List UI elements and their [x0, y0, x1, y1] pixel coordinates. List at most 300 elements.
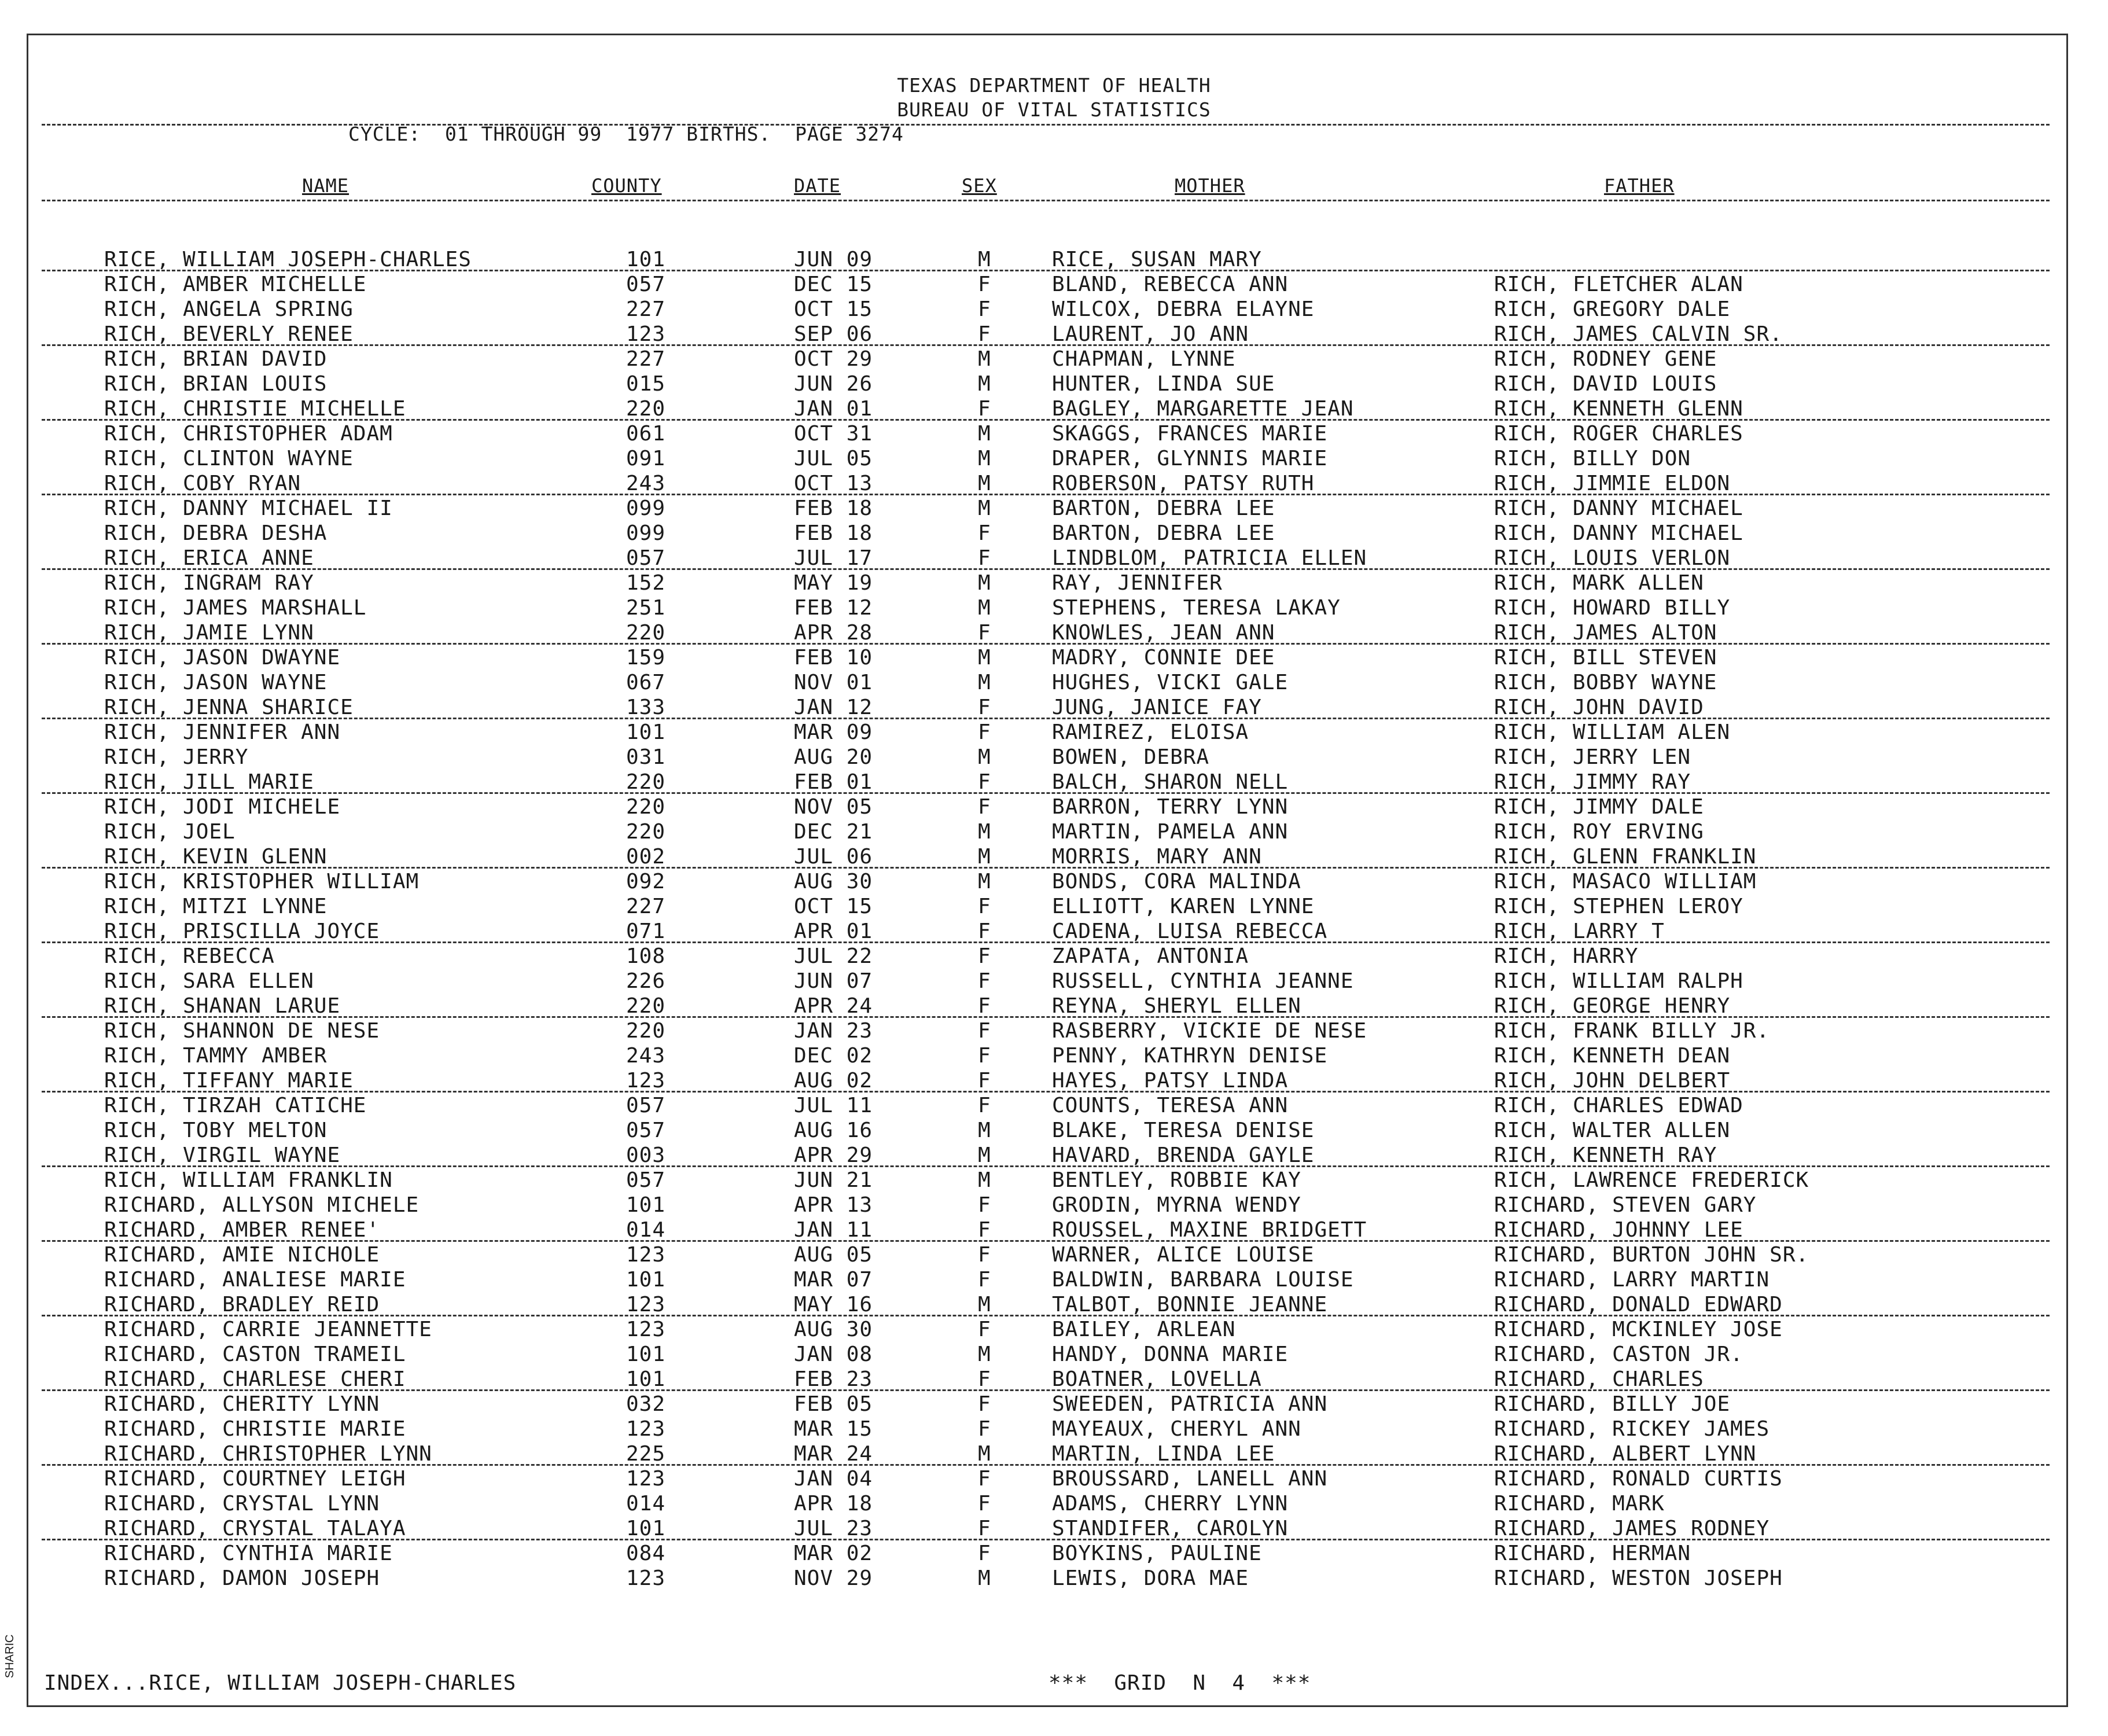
cell-date: JUN 09 — [794, 248, 873, 271]
cell-date: APR 29 — [794, 1143, 873, 1167]
table-row — [0, 297, 2108, 322]
cell-father: RICH, MASACO WILLIAM — [1494, 870, 1757, 893]
cell-date: JUN 21 — [794, 1168, 873, 1192]
cell-date: FEB 01 — [794, 770, 873, 794]
cell-mother: GRODIN, MYRNA WENDY — [1052, 1193, 1301, 1217]
cell-father: RICHARD, LARRY MARTIN — [1494, 1268, 1770, 1292]
cell-sex: M — [978, 1119, 991, 1142]
cell-father: RICHARD, ALBERT LYNN — [1494, 1442, 1757, 1466]
cell-name: RICH, BEVERLY RENEE — [104, 322, 354, 346]
cell-father: RICH, CHARLES EDWAD — [1494, 1094, 1743, 1117]
cell-sex: M — [978, 1293, 991, 1316]
column-header-date: DATE — [794, 175, 841, 197]
table-row — [0, 1094, 2108, 1119]
cell-sex: F — [978, 944, 991, 968]
cell-father: RICHARD, RONALD CURTIS — [1494, 1467, 1783, 1491]
cell-county: 101 — [626, 1268, 666, 1292]
cell-name: RICHARD, CHRISTOPHER LYNN — [104, 1442, 432, 1466]
cell-mother: DRAPER, GLYNNIS MARIE — [1052, 447, 1328, 470]
column-header-father: FATHER — [1604, 175, 1675, 197]
cell-mother: COUNTS, TERESA ANN — [1052, 1094, 1289, 1117]
cell-sex: F — [978, 322, 991, 346]
cell-mother: ZAPATA, ANTONIA — [1052, 944, 1249, 968]
cell-father: RICH, MARK ALLEN — [1494, 571, 1704, 595]
cell-date: NOV 01 — [794, 671, 873, 694]
cell-date: JUL 23 — [794, 1517, 873, 1540]
cell-date: APR 24 — [794, 994, 873, 1018]
cell-county: 099 — [626, 496, 666, 520]
cell-date: AUG 05 — [794, 1243, 873, 1267]
cell-sex: F — [978, 696, 991, 719]
cell-mother: SWEEDEN, PATRICIA ANN — [1052, 1392, 1328, 1416]
cell-name: RICH, TOBY MELTON — [104, 1119, 328, 1142]
cell-name: RICH, JOEL — [104, 820, 236, 844]
table-row — [0, 571, 2108, 596]
cell-sex: F — [978, 1019, 991, 1043]
cell-sex: F — [978, 920, 991, 943]
cell-sex: F — [978, 546, 991, 570]
row-group-divider — [42, 419, 2050, 421]
cell-father: RICH, RODNEY GENE — [1494, 347, 1717, 371]
row-group-divider — [42, 1016, 2050, 1018]
cell-sex: M — [978, 372, 991, 396]
cell-date: DEC 15 — [794, 273, 873, 296]
row-group-divider — [42, 643, 2050, 645]
cell-county: 101 — [626, 720, 666, 744]
cell-father: RICHARD, HERMAN — [1494, 1542, 1691, 1565]
cell-father: RICHARD, WESTON JOSEPH — [1494, 1566, 1783, 1590]
cell-name: RICH, JASON DWAYNE — [104, 646, 341, 670]
cell-county: 251 — [626, 596, 666, 620]
cell-date: AUG 16 — [794, 1119, 873, 1142]
table-row — [0, 671, 2108, 696]
cell-county: 123 — [626, 1467, 666, 1491]
cell-sex: M — [978, 248, 991, 271]
cell-father: RICHARD, BURTON JOHN SR. — [1494, 1243, 1809, 1267]
cell-sex: M — [978, 1566, 991, 1590]
cell-sex: F — [978, 1243, 991, 1267]
cell-county: 057 — [626, 546, 666, 570]
cell-mother: HAVARD, BRENDA GAYLE — [1052, 1143, 1315, 1167]
table-row — [0, 322, 2108, 347]
cell-county: 220 — [626, 397, 666, 421]
cell-name: RICH, DEBRA DESHA — [104, 521, 328, 545]
cell-county: 220 — [626, 621, 666, 645]
cell-mother: MADRY, CONNIE DEE — [1052, 646, 1275, 670]
table-row — [0, 1318, 2108, 1343]
table-row — [0, 1293, 2108, 1318]
column-header-sex: SEX — [962, 175, 997, 197]
cell-father: RICH, DAVID LOUIS — [1494, 372, 1717, 396]
cell-date: MAR 09 — [794, 720, 873, 744]
table-row — [0, 1119, 2108, 1143]
cell-name: RICH, JASON WAYNE — [104, 671, 328, 694]
table-row — [0, 1467, 2108, 1492]
cell-mother: ADAMS, CHERRY LYNN — [1052, 1492, 1289, 1516]
cell-date: AUG 30 — [794, 870, 873, 893]
cell-name: RICH, REBECCA — [104, 944, 275, 968]
table-row — [0, 1343, 2108, 1367]
cell-county: 014 — [626, 1492, 666, 1516]
side-stamp: SHARIC — [3, 1634, 16, 1678]
table-row — [0, 969, 2108, 994]
cell-mother: BARTON, DEBRA LEE — [1052, 521, 1275, 545]
table-row — [0, 1143, 2108, 1168]
cycle-line: CYCLE: 01 THROUGH 99 1977 BIRTHS. PAGE 3274 — [348, 123, 904, 145]
cell-sex: F — [978, 1517, 991, 1540]
cell-mother: BENTLEY, ROBBIE KAY — [1052, 1168, 1301, 1192]
column-header-name: NAME — [302, 175, 350, 197]
cell-date: JUL 06 — [794, 845, 873, 869]
table-row — [0, 472, 2108, 496]
cell-date: NOV 29 — [794, 1566, 873, 1590]
cell-name: RICH, JENNA SHARICE — [104, 696, 354, 719]
row-group-divider — [42, 867, 2050, 869]
table-row — [0, 1268, 2108, 1293]
cell-county: 220 — [626, 770, 666, 794]
cell-father: RICHARD, STEVEN GARY — [1494, 1193, 1757, 1217]
cell-father: RICH, LARRY T — [1494, 920, 1665, 943]
cell-father: RICH, WALTER ALLEN — [1494, 1119, 1731, 1142]
cell-name: RICH, SARA ELLEN — [104, 969, 314, 993]
cell-mother: BONDS, CORA MALINDA — [1052, 870, 1301, 893]
cell-date: JUN 26 — [794, 372, 873, 396]
cell-sex: F — [978, 397, 991, 421]
header-divider — [42, 124, 2050, 126]
cell-father: RICH, GREGORY DALE — [1494, 297, 1731, 321]
cell-county: 225 — [626, 1442, 666, 1466]
cell-date: JAN 01 — [794, 397, 873, 421]
cell-mother: BAGLEY, MARGARETTE JEAN — [1052, 397, 1354, 421]
cell-sex: F — [978, 1318, 991, 1341]
cell-date: JUL 11 — [794, 1094, 873, 1117]
cell-father: RICH, DANNY MICHAEL — [1494, 521, 1743, 545]
cell-county: 101 — [626, 1193, 666, 1217]
cell-father: RICH, LOUIS VERLON — [1494, 546, 1731, 570]
cell-county: 123 — [626, 322, 666, 346]
cell-name: RICH, KRISTOPHER WILLIAM — [104, 870, 420, 893]
table-row — [0, 920, 2108, 944]
cell-date: MAY 16 — [794, 1293, 873, 1316]
table-row — [0, 447, 2108, 472]
cell-mother: BALDWIN, BARBARA LOUISE — [1052, 1268, 1354, 1292]
table-row — [0, 1392, 2108, 1417]
cell-county: 123 — [626, 1318, 666, 1341]
cell-name: RICHARD, DAMON JOSEPH — [104, 1566, 380, 1590]
cell-mother: HANDY, DONNA MARIE — [1052, 1343, 1289, 1366]
cell-county: 220 — [626, 820, 666, 844]
cell-mother: LINDBLOM, PATRICIA ELLEN — [1052, 546, 1367, 570]
row-group-divider — [42, 568, 2050, 570]
cell-date: MAR 02 — [794, 1542, 873, 1565]
cell-date: OCT 13 — [794, 472, 873, 495]
cell-county: 071 — [626, 920, 666, 943]
cell-county: 061 — [626, 422, 666, 446]
cell-father: RICH, GLENN FRANKLIN — [1494, 845, 1757, 869]
cell-name: RICHARD, ANALIESE MARIE — [104, 1268, 406, 1292]
cell-county: 002 — [626, 845, 666, 869]
table-row — [0, 1218, 2108, 1243]
cell-county: 133 — [626, 696, 666, 719]
cell-name: RICHARD, CHARLESE CHERI — [104, 1367, 406, 1391]
column-header-mother: MOTHER — [1175, 175, 1245, 197]
cell-name: RICHARD, COURTNEY LEIGH — [104, 1467, 406, 1491]
cell-sex: F — [978, 297, 991, 321]
cell-name: RICHARD, CRYSTAL TALAYA — [104, 1517, 406, 1540]
cell-mother: LEWIS, DORA MAE — [1052, 1566, 1249, 1590]
cell-mother: BAILEY, ARLEAN — [1052, 1318, 1236, 1341]
cell-date: FEB 10 — [794, 646, 873, 670]
grid-footer: *** GRID N 4 *** — [1049, 1671, 1311, 1695]
cell-sex: M — [978, 347, 991, 371]
cell-sex: M — [978, 870, 991, 893]
table-row — [0, 820, 2108, 845]
cell-county: 159 — [626, 646, 666, 670]
cell-father: RICH, FLETCHER ALAN — [1494, 273, 1743, 296]
table-row — [0, 1417, 2108, 1442]
cell-mother: WARNER, ALICE LOUISE — [1052, 1243, 1315, 1267]
cell-name: RICH, PRISCILLA JOYCE — [104, 920, 380, 943]
cell-county: 123 — [626, 1566, 666, 1590]
cell-father: RICH, LAWRENCE FREDERICK — [1494, 1168, 1809, 1192]
cell-mother: RAY, JENNIFER — [1052, 571, 1223, 595]
cell-name: RICH, COBY RYAN — [104, 472, 301, 495]
cell-father: RICHARD, JAMES RODNEY — [1494, 1517, 1770, 1540]
cell-father: RICH, JERRY LEN — [1494, 745, 1691, 769]
cell-mother: RAMIREZ, ELOISA — [1052, 720, 1249, 744]
cell-mother: CHAPMAN, LYNNE — [1052, 347, 1236, 371]
row-group-divider — [42, 1165, 2050, 1167]
row-group-divider — [42, 1240, 2050, 1242]
cell-name: RICH, DANNY MICHAEL II — [104, 496, 393, 520]
cell-mother: MARTIN, PAMELA ANN — [1052, 820, 1289, 844]
cell-name: RICHARD, CYNTHIA MARIE — [104, 1542, 393, 1565]
cell-mother: STEPHENS, TERESA LAKAY — [1052, 596, 1341, 620]
column-header-county: COUNTY — [591, 175, 662, 197]
cell-county: 220 — [626, 1019, 666, 1043]
cell-county: 123 — [626, 1417, 666, 1441]
cell-county: 014 — [626, 1218, 666, 1242]
cell-sex: M — [978, 646, 991, 670]
cell-date: JAN 08 — [794, 1343, 873, 1366]
cell-name: RICH, CHRISTOPHER ADAM — [104, 422, 393, 446]
cell-name: RICH, KEVIN GLENN — [104, 845, 328, 869]
cell-date: NOV 05 — [794, 795, 873, 819]
cell-mother: STANDIFER, CAROLYN — [1052, 1517, 1289, 1540]
row-group-divider — [42, 941, 2050, 943]
cell-name: RICH, ANGELA SPRING — [104, 297, 354, 321]
cell-county: 243 — [626, 1044, 666, 1068]
cell-sex: F — [978, 1193, 991, 1217]
cell-name: RICH, SHANAN LARUE — [104, 994, 341, 1018]
cell-sex: M — [978, 671, 991, 694]
cell-father: RICH, GEORGE HENRY — [1494, 994, 1731, 1018]
cell-mother: BLAKE, TERESA DENISE — [1052, 1119, 1315, 1142]
table-row — [0, 944, 2108, 969]
cell-date: FEB 23 — [794, 1367, 873, 1391]
cell-sex: F — [978, 273, 991, 296]
cell-date: SEP 06 — [794, 322, 873, 346]
cell-mother: RICE, SUSAN MARY — [1052, 248, 1262, 271]
cell-date: MAR 07 — [794, 1268, 873, 1292]
cell-name: RICH, VIRGIL WAYNE — [104, 1143, 341, 1167]
cell-mother: BALCH, SHARON NELL — [1052, 770, 1289, 794]
cell-name: RICHARD, CHERITY LYNN — [104, 1392, 380, 1416]
table-row — [0, 646, 2108, 671]
cell-name: RICH, WILLIAM FRANKLIN — [104, 1168, 393, 1192]
table-row — [0, 273, 2108, 297]
table-row — [0, 795, 2108, 820]
cell-name: RICH, JILL MARIE — [104, 770, 314, 794]
cell-county: 031 — [626, 745, 666, 769]
cell-county: 152 — [626, 571, 666, 595]
table-row — [0, 397, 2108, 422]
cell-name: RICHARD, CHRISTIE MARIE — [104, 1417, 406, 1441]
cell-sex: F — [978, 969, 991, 993]
cell-county: 003 — [626, 1143, 666, 1167]
cell-county: 084 — [626, 1542, 666, 1565]
row-group-divider — [42, 718, 2050, 719]
cell-father: RICHARD, JOHNNY LEE — [1494, 1218, 1743, 1242]
cell-sex: F — [978, 1492, 991, 1516]
cell-county: 123 — [626, 1293, 666, 1316]
cell-father: RICH, FRANK BILLY JR. — [1494, 1019, 1770, 1043]
cell-father: RICH, HOWARD BILLY — [1494, 596, 1731, 620]
cell-county: 227 — [626, 297, 666, 321]
cell-name: RICH, TIFFANY MARIE — [104, 1069, 354, 1093]
cell-sex: F — [978, 795, 991, 819]
table-row — [0, 1044, 2108, 1069]
row-group-divider — [42, 1315, 2050, 1316]
cell-mother: PENNY, KATHRYN DENISE — [1052, 1044, 1328, 1068]
cell-date: JAN 11 — [794, 1218, 873, 1242]
cell-county: 227 — [626, 347, 666, 371]
cell-father: RICH, BILL STEVEN — [1494, 646, 1717, 670]
cell-father: RICH, JIMMIE ELDON — [1494, 472, 1731, 495]
table-row — [0, 845, 2108, 870]
cell-date: FEB 18 — [794, 521, 873, 545]
cell-county: 032 — [626, 1392, 666, 1416]
cell-mother: WILCOX, DEBRA ELAYNE — [1052, 297, 1315, 321]
cell-mother: BARTON, DEBRA LEE — [1052, 496, 1275, 520]
table-row — [0, 696, 2108, 720]
cell-sex: F — [978, 1218, 991, 1242]
cell-name: RICHARD, AMBER RENEE' — [104, 1218, 380, 1242]
cell-name: RICHARD, AMIE NICHOLE — [104, 1243, 380, 1267]
cell-date: OCT 15 — [794, 297, 873, 321]
table-row — [0, 496, 2108, 521]
cell-sex: F — [978, 720, 991, 744]
cell-sex: F — [978, 1268, 991, 1292]
cell-mother: ELLIOTT, KAREN LYNNE — [1052, 895, 1315, 918]
cell-sex: M — [978, 1143, 991, 1167]
cell-father: RICH, WILLIAM RALPH — [1494, 969, 1743, 993]
cell-sex: M — [978, 596, 991, 620]
row-group-divider — [42, 344, 2050, 346]
cell-name: RICHARD, CARRIE JEANNETTE — [104, 1318, 432, 1341]
index-footer: INDEX...RICE, WILLIAM JOSEPH-CHARLES — [44, 1671, 517, 1695]
cell-father: RICH, WILLIAM ALEN — [1494, 720, 1731, 744]
cell-date: AUG 30 — [794, 1318, 873, 1341]
table-row — [0, 1193, 2108, 1218]
cell-name: RICH, INGRAM RAY — [104, 571, 314, 595]
cell-sex: F — [978, 770, 991, 794]
cell-name: RICH, JERRY — [104, 745, 249, 769]
cell-mother: ROBERSON, PATSY RUTH — [1052, 472, 1315, 495]
cell-county: 015 — [626, 372, 666, 396]
cell-date: FEB 18 — [794, 496, 873, 520]
cell-date: JAN 12 — [794, 696, 873, 719]
cell-county: 243 — [626, 472, 666, 495]
table-row — [0, 1442, 2108, 1467]
cell-father: RICHARD, MARK — [1494, 1492, 1665, 1516]
cell-name: RICH, AMBER MICHELLE — [104, 273, 367, 296]
cell-mother: JUNG, JANICE FAY — [1052, 696, 1262, 719]
cell-sex: M — [978, 1442, 991, 1466]
cell-county: 057 — [626, 1168, 666, 1192]
cell-date: JUN 07 — [794, 969, 873, 993]
cell-name: RICE, WILLIAM JOSEPH-CHARLES — [104, 248, 472, 271]
cell-county: 220 — [626, 795, 666, 819]
table-row — [0, 248, 2108, 273]
cell-county: 101 — [626, 1343, 666, 1366]
cell-county: 227 — [626, 895, 666, 918]
cell-sex: F — [978, 1392, 991, 1416]
table-row — [0, 596, 2108, 621]
cell-father: RICH, JIMMY DALE — [1494, 795, 1704, 819]
cell-county: 226 — [626, 969, 666, 993]
cell-name: RICH, ERICA ANNE — [104, 546, 314, 570]
cell-date: JUL 22 — [794, 944, 873, 968]
cell-father: RICH, KENNETH DEAN — [1494, 1044, 1731, 1068]
cell-county: 123 — [626, 1243, 666, 1267]
cell-mother: HAYES, PATSY LINDA — [1052, 1069, 1289, 1093]
cell-date: APR 18 — [794, 1492, 873, 1516]
cell-date: APR 01 — [794, 920, 873, 943]
cell-date: OCT 29 — [794, 347, 873, 371]
table-row — [0, 1492, 2108, 1517]
cell-mother: MARTIN, LINDA LEE — [1052, 1442, 1275, 1466]
cell-county: 108 — [626, 944, 666, 968]
cell-date: FEB 05 — [794, 1392, 873, 1416]
header-subtitle: BUREAU OF VITAL STATISTICS — [897, 98, 1211, 121]
cell-county: 092 — [626, 870, 666, 893]
table-row — [0, 1517, 2108, 1542]
cell-county: 123 — [626, 1069, 666, 1093]
cell-date: JUL 05 — [794, 447, 873, 470]
cell-sex: F — [978, 1069, 991, 1093]
cell-mother: LAURENT, JO ANN — [1052, 322, 1249, 346]
cell-date: JAN 04 — [794, 1467, 873, 1491]
cell-sex: F — [978, 1417, 991, 1441]
cell-date: JUL 17 — [794, 546, 873, 570]
cell-date: OCT 31 — [794, 422, 873, 446]
table-row — [0, 720, 2108, 745]
cell-date: MAY 19 — [794, 571, 873, 595]
cell-name: RICH, JAMIE LYNN — [104, 621, 314, 645]
row-group-divider — [42, 1539, 2050, 1540]
cell-name: RICHARD, CASTON TRAMEIL — [104, 1343, 406, 1366]
row-group-divider — [42, 270, 2050, 271]
cell-sex: M — [978, 1343, 991, 1366]
cell-father: RICH, ROGER CHARLES — [1494, 422, 1743, 446]
cell-date: DEC 02 — [794, 1044, 873, 1068]
cell-sex: M — [978, 820, 991, 844]
cell-sex: M — [978, 745, 991, 769]
cell-mother: TALBOT, BONNIE JEANNE — [1052, 1293, 1328, 1316]
cell-father: RICHARD, DONALD EDWARD — [1494, 1293, 1783, 1316]
cell-father: RICH, KENNETH RAY — [1494, 1143, 1717, 1167]
